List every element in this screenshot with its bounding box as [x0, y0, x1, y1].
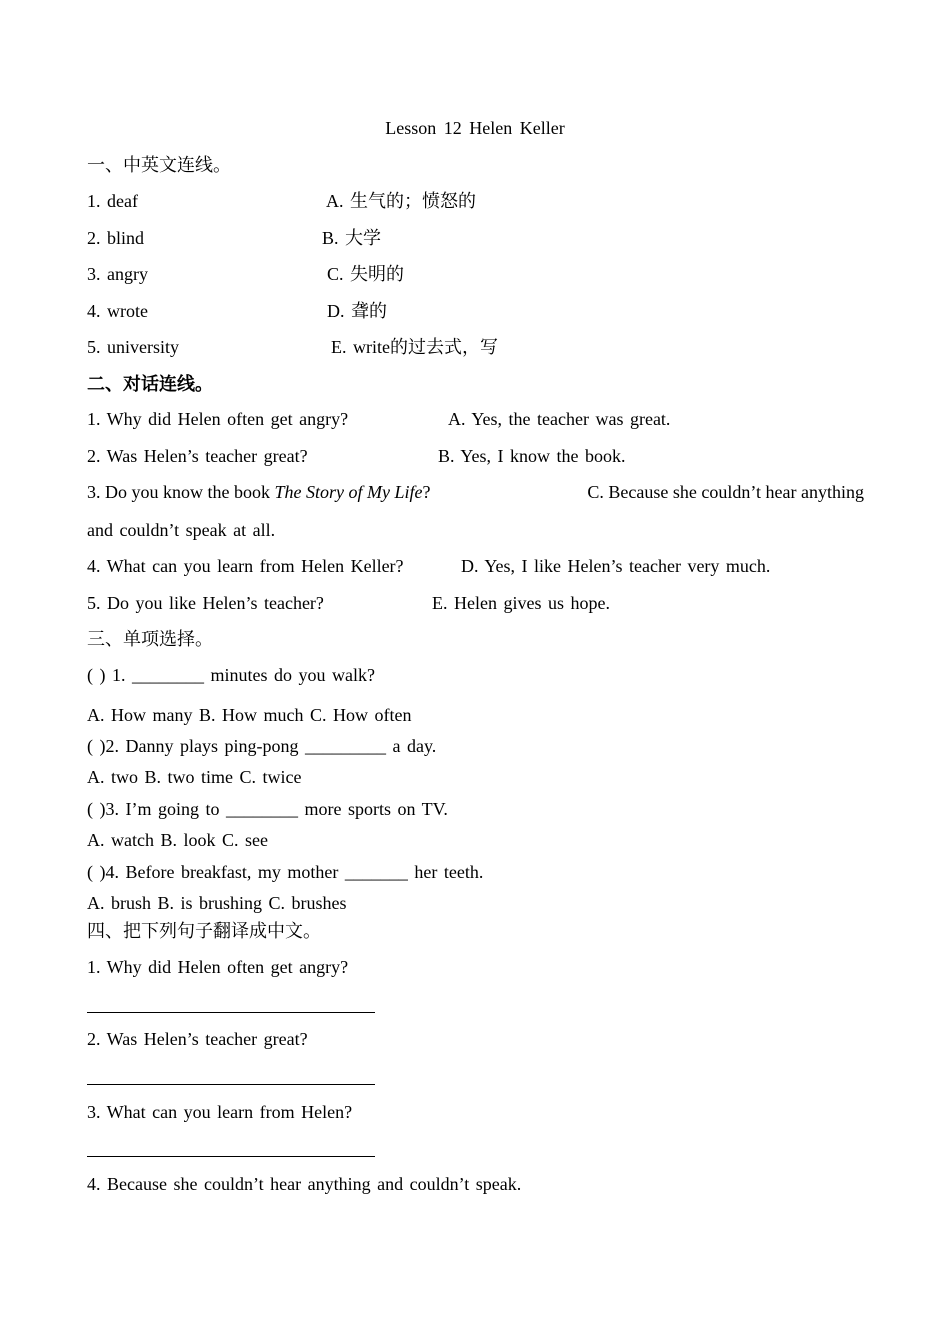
section-4-heading: 四、把下列句子翻译成中文。	[87, 921, 321, 941]
choice-q1: ( ) 1. ________ minutes do you walk?	[87, 665, 375, 685]
dialog-a5: E. Helen gives us hope.	[432, 593, 610, 613]
translate-item-4: 4. Because she couldn’t hear anything and couldn’t speak.	[87, 1174, 522, 1194]
dialog-a2: B. Yes, I know the book.	[438, 446, 626, 466]
dialog-q1: 1. Why did Helen often get angry?	[87, 409, 349, 429]
match-right-e: E. write的过去式，写	[331, 337, 498, 357]
dialog-q5: 5. Do you like Helen’s teacher?	[87, 593, 324, 613]
answer-line-1[interactable]	[87, 1012, 375, 1013]
match-right-a: A. 生气的；愤怒的	[326, 191, 476, 211]
match-right-d: D. 聋的	[327, 301, 387, 321]
dialog-a3: C. Because she couldn’t hear anything	[587, 482, 864, 502]
choice-options-1: A. How many B. How much C. How often	[87, 705, 412, 725]
translate-item-3: 3. What can you learn from Helen?	[87, 1102, 353, 1122]
match-right-b: B. 大学	[322, 228, 382, 248]
dialog-q2: 2. Was Helen’s teacher great?	[87, 446, 308, 466]
match-right-c: C. 失明的	[327, 264, 405, 284]
dialog-q3-row	[87, 480, 864, 504]
match-left-5: 5. university	[87, 337, 179, 357]
choice-options-4: A. brush B. is brushing C. brushes	[87, 893, 347, 913]
dialog-a1: A. Yes, the teacher was great.	[448, 409, 671, 429]
choice-options-3: A. watch B. look C. see	[87, 830, 268, 850]
dialog-a4: D. Yes, I like Helen’s teacher very much.	[461, 556, 771, 576]
section-3-heading: 三、单项选择。	[87, 629, 213, 649]
choice-q4: ( )4. Before breakfast, my mother _______ her teeth.	[87, 862, 484, 882]
section-1-heading: 一、中英文连线。	[87, 155, 231, 175]
book-title: The Story of My Life	[274, 482, 423, 502]
page-title: Lesson 12 Helen Keller	[385, 118, 565, 138]
translate-item-1: 1. Why did Helen often get angry?	[87, 957, 349, 977]
choice-options-2: A. two B. two time C. twice	[87, 767, 302, 787]
dialog-a3-continued: and couldn’t speak at all.	[87, 520, 276, 540]
dialog-q4: 4. What can you learn from Helen Keller?	[87, 556, 404, 576]
answer-line-3[interactable]	[87, 1156, 375, 1157]
dialog-q3: 3. Do you know the book The Story of My Life?	[87, 482, 431, 502]
choice-q2: ( )2. Danny plays ping-pong _________ a day.	[87, 736, 437, 756]
match-left-1: 1. deaf	[87, 191, 138, 211]
answer-line-2[interactable]	[87, 1084, 375, 1085]
choice-q3: ( )3. I’m going to ________ more sports on TV.	[87, 799, 448, 819]
match-left-4: 4. wrote	[87, 301, 148, 321]
section-2-heading: 二、对话连线。	[87, 374, 213, 394]
match-left-2: 2. blind	[87, 228, 145, 248]
match-left-3: 3. angry	[87, 264, 148, 284]
translate-item-2: 2. Was Helen’s teacher great?	[87, 1029, 308, 1049]
